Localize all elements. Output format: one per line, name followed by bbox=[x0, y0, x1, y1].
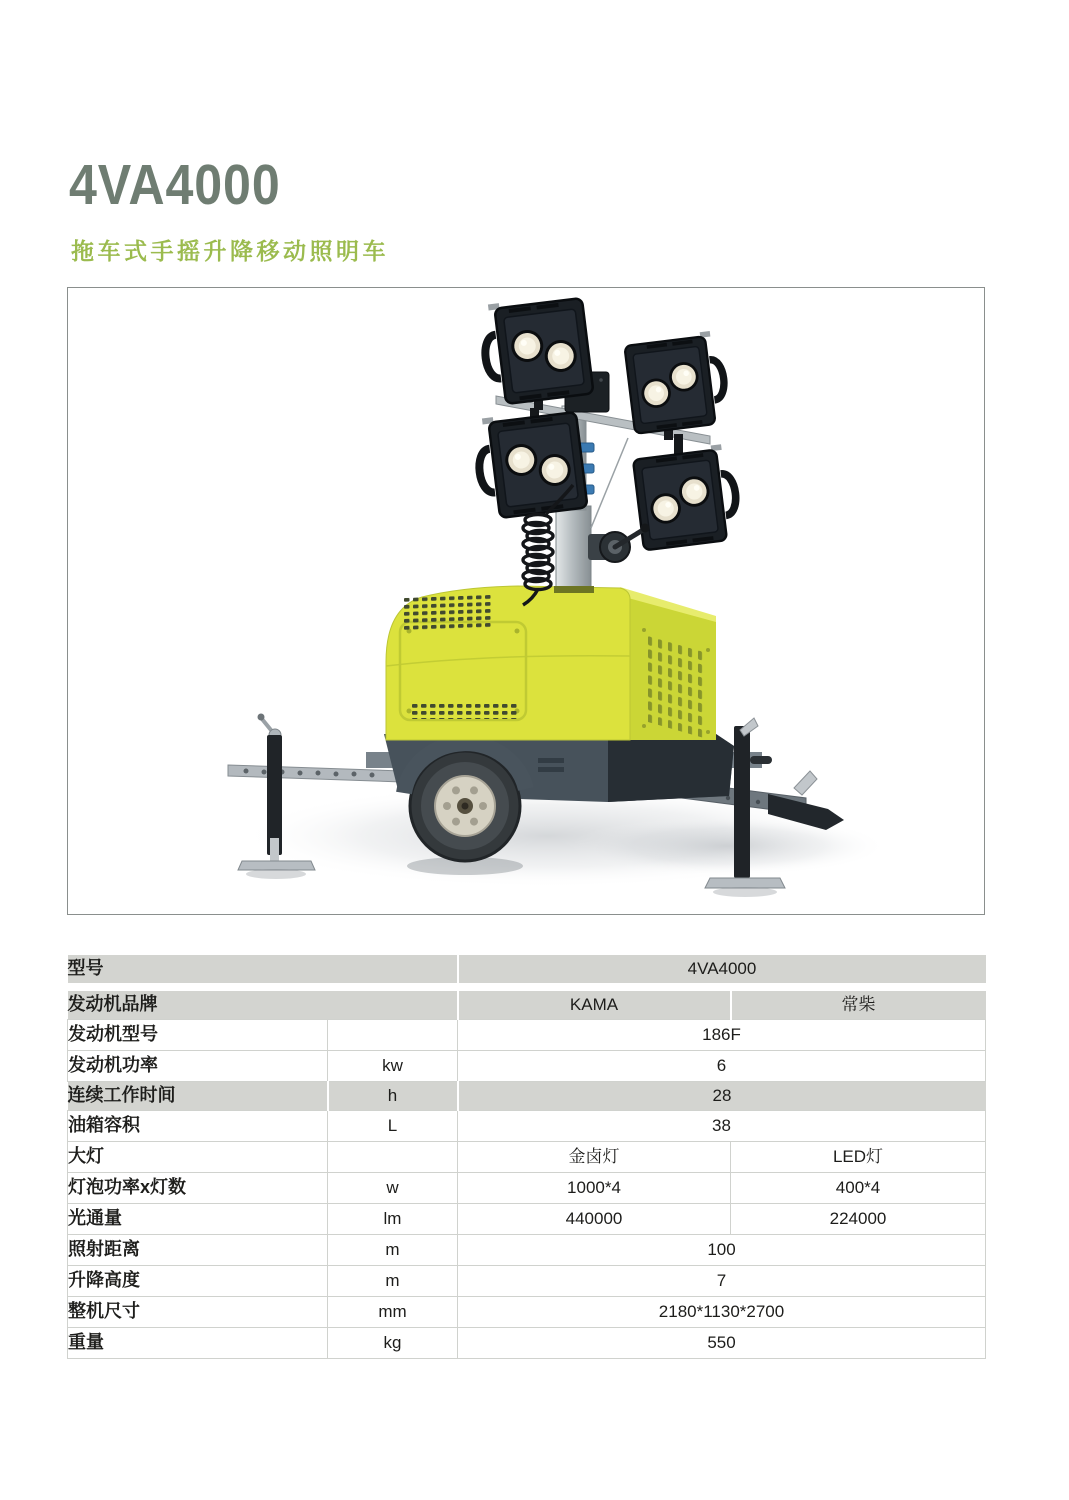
spec-spacer-row bbox=[68, 983, 986, 991]
spec-label-cell: 发动机型号 bbox=[68, 1020, 328, 1051]
spec-label-cell: 照射距离 bbox=[68, 1235, 328, 1266]
floodlight-top-left bbox=[479, 293, 593, 406]
spec-value-cell: 4VA4000 bbox=[458, 955, 986, 983]
spec-unit-cell: lm bbox=[328, 1204, 458, 1235]
generator-body bbox=[386, 586, 716, 740]
spec-row-engine-brand bbox=[68, 991, 986, 1020]
spec-value-cell: LED灯 bbox=[731, 1142, 986, 1173]
spec-unit-cell: kw bbox=[328, 1051, 458, 1082]
floodlight-bottom-left bbox=[473, 407, 587, 520]
spec-value-cell: 2180*1130*2700 bbox=[458, 1297, 986, 1328]
left-jack-post bbox=[267, 735, 282, 855]
spec-label-cell: 发动机品牌 bbox=[68, 991, 458, 1020]
spec-row-run-time bbox=[68, 1082, 986, 1111]
page-title: 4VA4000 bbox=[69, 153, 281, 217]
spec-unit-cell: h bbox=[328, 1082, 458, 1111]
spec-label-cell: 光通量 bbox=[68, 1204, 328, 1235]
spec-unit-cell bbox=[328, 1142, 458, 1173]
spec-row-model bbox=[68, 955, 986, 983]
floodlight-top-right bbox=[624, 330, 729, 434]
left-jack-foot bbox=[238, 861, 315, 870]
floodlight-bottom-right bbox=[632, 443, 741, 550]
page-subtitle: 拖车式手摇升降移动照明车 bbox=[71, 238, 389, 264]
spec-unit-cell bbox=[328, 1020, 458, 1051]
spec-row-fuel-tank bbox=[68, 1111, 986, 1142]
spec-row-engine-power bbox=[68, 1051, 986, 1082]
spec-value-cell: 常柴 bbox=[731, 991, 986, 1020]
spec-table bbox=[67, 955, 986, 1359]
spec-value-cell: 186F bbox=[458, 1020, 986, 1051]
spec-value-cell: 金卤灯 bbox=[458, 1142, 731, 1173]
coupler-latch bbox=[794, 771, 817, 795]
light-tower-illustration bbox=[68, 288, 984, 914]
spec-row-light-range bbox=[68, 1235, 986, 1266]
spec-label-cell: 整机尺寸 bbox=[68, 1297, 328, 1328]
spec-unit-cell: L bbox=[328, 1111, 458, 1142]
spec-value-cell: 6 bbox=[458, 1051, 986, 1082]
spec-unit-cell: w bbox=[328, 1173, 458, 1204]
jack-handle bbox=[750, 756, 772, 764]
spacer-cell bbox=[68, 983, 986, 991]
spec-row-luminous-flux bbox=[68, 1204, 986, 1235]
spec-value-cell: KAMA bbox=[458, 991, 731, 1020]
spec-value-cell: 400*4 bbox=[731, 1173, 986, 1204]
spec-label-cell: 油箱容积 bbox=[68, 1111, 328, 1142]
spec-unit-cell: m bbox=[328, 1235, 458, 1266]
winch bbox=[588, 524, 650, 563]
spec-value-cell: 224000 bbox=[731, 1204, 986, 1235]
spec-value-cell: 1000*4 bbox=[458, 1173, 731, 1204]
spec-label-cell: 连续工作时间 bbox=[68, 1082, 328, 1111]
spec-label-cell: 重量 bbox=[68, 1328, 328, 1359]
spec-value-cell: 550 bbox=[458, 1328, 986, 1359]
spec-row-weight bbox=[68, 1328, 986, 1359]
spec-label-cell: 灯泡功率x灯数 bbox=[68, 1173, 328, 1204]
spec-value-cell: 7 bbox=[458, 1266, 986, 1297]
spec-value-cell: 38 bbox=[458, 1111, 986, 1142]
spec-row-lamp-power bbox=[68, 1173, 986, 1204]
product-photo-frame bbox=[67, 287, 985, 915]
spec-row-lift-height bbox=[68, 1266, 986, 1297]
spec-label-cell: 升降高度 bbox=[68, 1266, 328, 1297]
spec-value-cell: 28 bbox=[458, 1082, 986, 1111]
spec-label-cell: 发动机功率 bbox=[68, 1051, 328, 1082]
spec-unit-cell: kg bbox=[328, 1328, 458, 1359]
spec-unit-cell: m bbox=[328, 1266, 458, 1297]
spec-label-cell: 型号 bbox=[68, 955, 458, 983]
spec-row-headlamp-type bbox=[68, 1142, 986, 1173]
right-jack-foot bbox=[705, 878, 785, 888]
spec-unit-cell: mm bbox=[328, 1297, 458, 1328]
spec-value-cell: 100 bbox=[458, 1235, 986, 1266]
spec-label-cell: 大灯 bbox=[68, 1142, 328, 1173]
spec-row-engine-model bbox=[68, 1020, 986, 1051]
spec-row-overall-size bbox=[68, 1297, 986, 1328]
spec-value-cell: 440000 bbox=[458, 1204, 731, 1235]
